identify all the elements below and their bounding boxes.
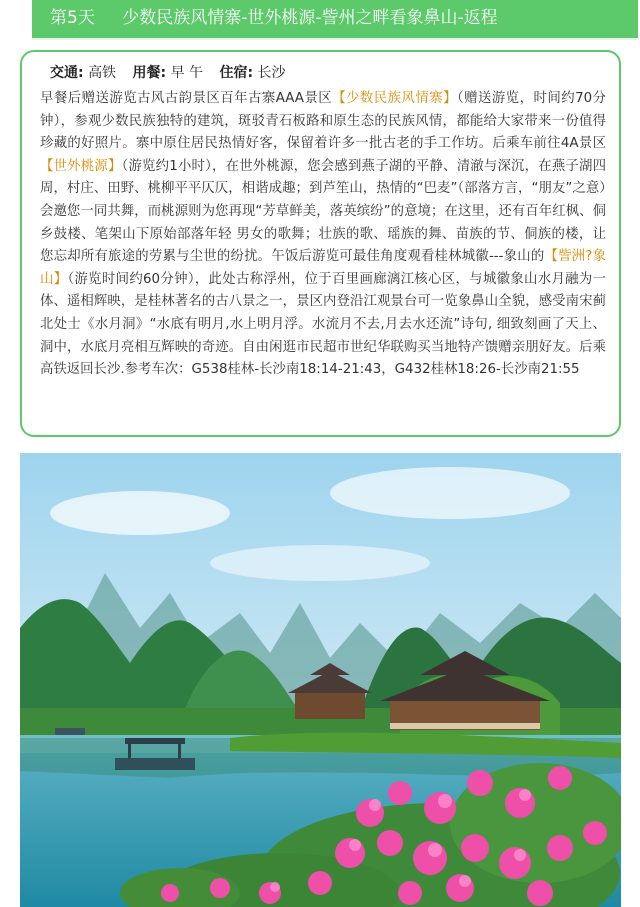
desc-text-3: （游览约1小时），在世外桃源，您会感到燕子湖的平静、清澈与深沉，在燕子湖四周，村庄、田野、桃柳平平仄仄，相谐成趣；到芦笙山，热情的“巴麦”（部落方言，“朋友”之意）会邀您一同共舞，而桃源则为您再现“芳草鲜美，落英缤纷”的意境；在这里，还有百年红枫、侗乡鼓楼、笔架山下原始部落年轻 男女的歌舞；壮族的歌、瑶族的舞、苗族的节、侗族的楼，让您忘却所有旅途的劳累与尘世的纷扰。午饭后游览可最佳角度观看桂林城徽---象山的 bbox=[40, 158, 607, 265]
day-header bbox=[32, 0, 638, 40]
stay-label: 住宿: bbox=[219, 65, 254, 81]
transport-label: 交通: bbox=[50, 65, 84, 81]
meta-row bbox=[50, 62, 298, 82]
karst-lake-illustration bbox=[20, 453, 621, 907]
day-number: 第5天 bbox=[50, 8, 95, 28]
highlight-ethnic-village: 【少数民族风情寨】 bbox=[332, 91, 457, 106]
transport-value: 高铁 bbox=[88, 65, 117, 81]
meals-value: 早 午 bbox=[170, 65, 204, 81]
day-title: 少数民族风情寨-世外桃源-訾州之畔看象鼻山-返程 bbox=[122, 8, 498, 28]
highlight-shiwai-taoyuan: 【世外桃源】 bbox=[40, 158, 122, 174]
stay-value: 长沙 bbox=[257, 65, 286, 81]
scenery-photo bbox=[20, 453, 621, 907]
meals-label: 用餐: bbox=[132, 65, 167, 81]
highlight-zizhou-xiangshan: 【訾洲?象山】 bbox=[40, 249, 606, 287]
itinerary-description bbox=[40, 88, 606, 382]
desc-text-2: （赠送游览，时间约70分钟），参观少数民族独特的建筑，斑驳青石板路和原生态的民族风情，都能给大家带来一份值得珍藏的好照片。寨中原住居民热情好客，保留着许多一批古老的手工作坊。后乘车前往4A景区 bbox=[40, 91, 607, 152]
desc-text-1: 早餐后赠送游览古风古韵景区百年古寨AAA景区 bbox=[40, 91, 333, 106]
desc-text-4: （游览时间约60分钟），此处古称浮州，位于百里画廊漓江核心区，与城徽象山水月融为一体、遥相辉映，是桂林著名的古八景之一，景区内登沿江观景台可一览象鼻山全貌，感受南宋蓟北处士《水月洞》“水底有明月,水上明月浮。水流月不去,月去水还流”诗句, 细致刻画了天上、洞中，水底月亮相互辉映的奇迹。自由闲逛市民超市世纪华联购买当地特产馈赠亲朋好友。后乘高铁返回长沙.参考车次：G538桂林-长沙南18:14-21:43，G432桂林18:26-长沙南21:55 bbox=[40, 271, 607, 378]
itinerary-box bbox=[20, 50, 621, 437]
